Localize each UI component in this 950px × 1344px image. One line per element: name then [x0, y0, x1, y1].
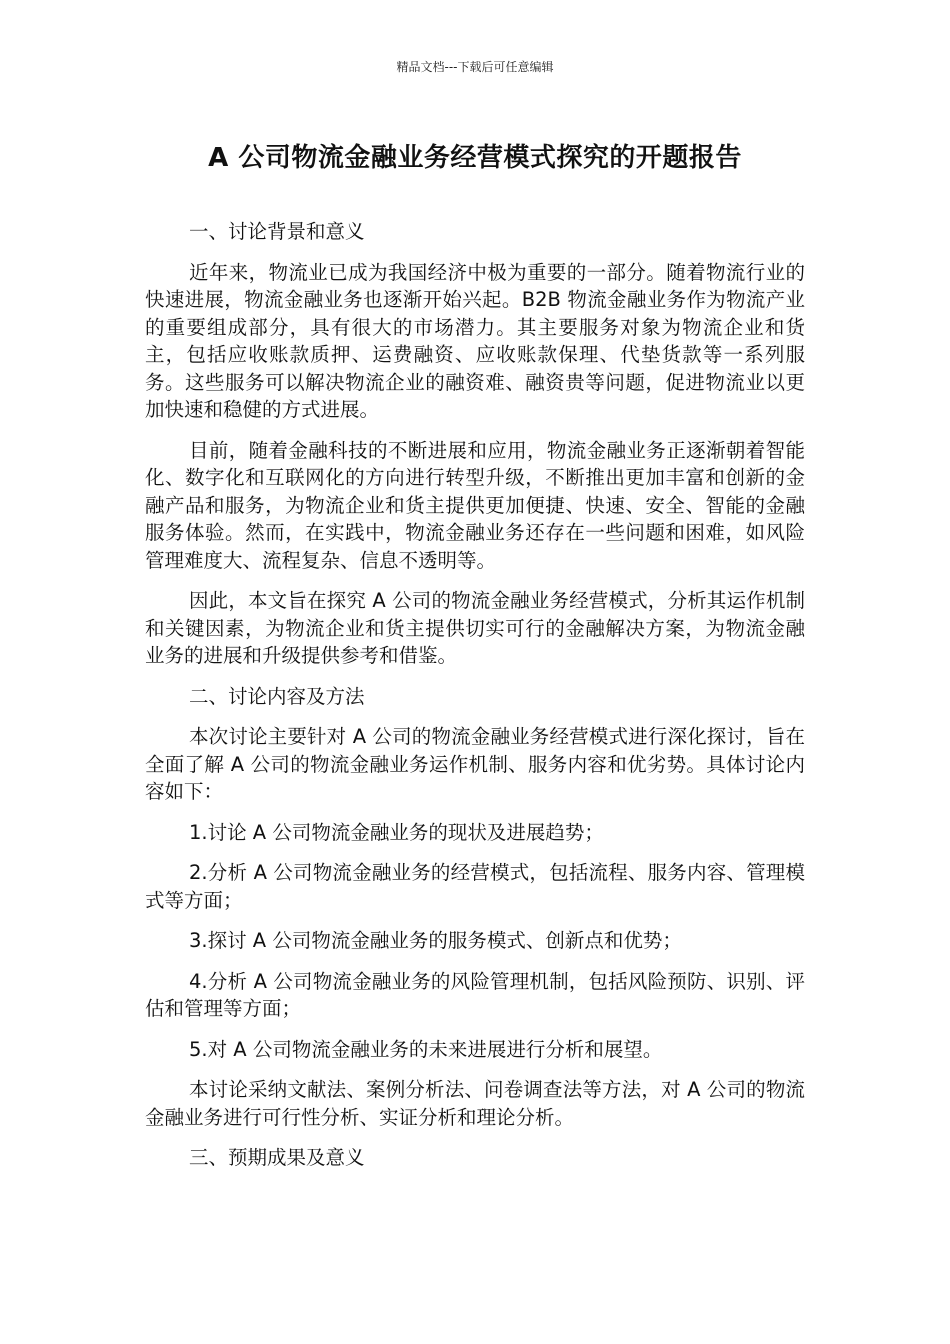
paragraph: 近年来，物流业已成为我国经济中极为重要的一部分。随着物流行业的快速进展，物流金融业务也逐渐开始兴起。B2B 物流金融业务作为物流产业的重要组成部分，具有很大的市场潜力。其主要服务对象为物流企业和货主，包括应收账款质押、运费融资、应收账款保理、代垫货款等一系列服务。这些服务可以解决物流企业的融资难、融资贵等问题，促进物流业以更加快速和稳健的方式进展。	[145, 260, 805, 421]
paragraph: 因此，本文旨在探究 A 公司的物流金融业务经营模式，分析其运作机制和关键因素，为物流企业和货主提供切实可行的金融解决方案，为物流金融业务的进展和升级提供参考和借鉴。	[145, 589, 805, 667]
paragraph: 目前，随着金融科技的不断进展和应用，物流金融业务正逐渐朝着智能化、数字化和互联网化的方向进行转型升级，不断推出更加丰富和创新的金融产品和服务，为物流企业和货主提供更加便捷、快速、安全、智能的金融服务体验。然而，在实践中，物流金融业务还存在一些问题和困难，如风险管理难度大、流程复杂、信息不透明等。	[145, 438, 805, 572]
section-heading-1: 一、讨论背景和意义	[189, 220, 365, 243]
list-item: 1.讨论 A 公司物流金融业务的现状及进展趋势；	[189, 820, 604, 844]
list-item: 3.探讨 A 公司物流金融业务的服务模式、创新点和优势；	[189, 929, 682, 952]
list-item: 5.对 A 公司物流金融业务的未来进展进行分析和展望。	[189, 1037, 663, 1061]
page-header: 精品文档---下载后可任意编辑	[396, 60, 554, 74]
paragraph: 本讨论采纳文献法、案例分析法、问卷调查法等方法，对 A 公司的物流金融业务进行可行性分析、实证分析和理论分析。	[145, 1078, 805, 1129]
list-item: 2.分析 A 公司物流金融业务的经营模式，包括流程、服务内容、管理模式等方面；	[145, 861, 805, 912]
section-heading-2: 二、讨论内容及方法	[189, 684, 365, 708]
document-body	[145, 218, 805, 1185]
paragraph: 本次讨论主要针对 A 公司的物流金融业务经营模式进行深化探讨，旨在全面了解 A 公司的物流金融业务运作机制、服务内容和优劣势。具体讨论内容如下：	[145, 725, 805, 803]
section-heading-3: 三、预期成果及意义	[189, 1146, 365, 1169]
document-title: A 公司物流金融业务经营模式探究的开题报告	[208, 143, 742, 173]
list-item: 4.分析 A 公司物流金融业务的风险管理机制，包括风险预防、识别、评估和管理等方面；	[145, 969, 805, 1020]
